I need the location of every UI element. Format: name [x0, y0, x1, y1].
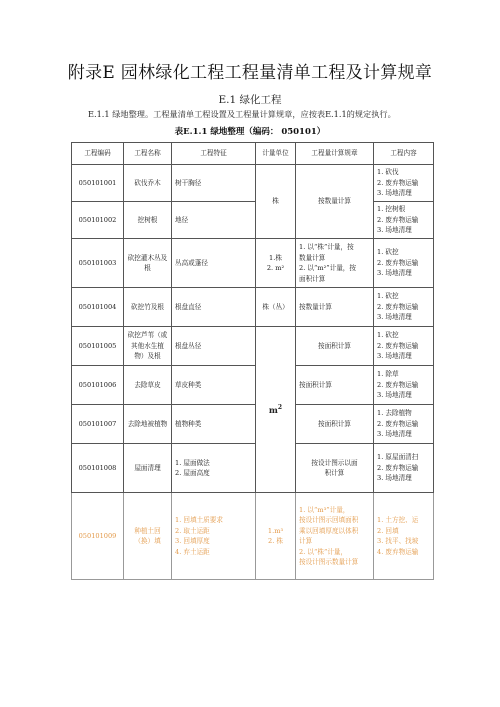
row-unit-m2: $m^2$	[256, 327, 296, 493]
row-code: 050101002	[72, 202, 124, 239]
row-features: 植物种类	[172, 405, 256, 444]
row-features: 根盘直径	[172, 288, 256, 327]
row-code: 050101004	[72, 288, 124, 327]
table-row	[72, 202, 434, 239]
row-features: 丛高或蓬径	[172, 239, 256, 288]
row-code: 050101006	[72, 366, 124, 405]
row-unit: 1.m³ 2. 株	[256, 493, 296, 580]
row-name: 挖树根	[124, 202, 172, 239]
header-content: 工程内容	[374, 143, 434, 165]
row-code: 050101005	[72, 327, 124, 366]
row-content: 1. 除草 2. 废弃物运输 3. 场地清理	[374, 366, 434, 405]
row-content: 1. 挖树根 2. 废弃物运输 3. 场地清理	[374, 202, 434, 239]
row-code: 050101007	[72, 405, 124, 444]
row-rule: 1. 以“m³”计量， 按设计图示回填面积 乘以回填厚度以体积 计算 2. 以“株”计量， 按设计图示数量计算	[296, 493, 374, 580]
row-features: 树干胸径	[172, 165, 256, 202]
table-row	[72, 366, 434, 405]
row-rule: 1. 以“株”计量，按 数量计算 2. 以“m²”计量，按 面积计算	[296, 239, 374, 288]
document-title: 附录E 园林绿化工程工程量清单工程及计算规章	[67, 63, 433, 83]
intro-paragraph: E.1.1 绿地整理。工程量清单工程设置及工程量计算规章，应按表E.1.1的规定执行。	[88, 109, 396, 119]
row-content: 1. 砍挖 2. 废弃物运输 3. 场地清理	[374, 288, 434, 327]
row-name: 去除地被植物	[124, 405, 172, 444]
row-unit: 株（丛）	[256, 288, 296, 327]
row-code: 050101001	[72, 165, 124, 202]
row-content: 1. 土方挖、运 2. 回填 3. 找平、找坡 4. 废弃物运输	[374, 493, 434, 580]
header-unit: 计量单位	[256, 143, 296, 165]
row-rule: 按数量计算	[296, 288, 374, 327]
row-content: 1. 砍挖 2. 废弃物运输 3. 场地清理	[374, 239, 434, 288]
row-name: 砍挖竹及根	[124, 288, 172, 327]
row-rule: 按数量计算	[296, 165, 374, 239]
row-code: 050101009	[72, 493, 124, 580]
section-title: E.1 绿化工程	[218, 94, 282, 106]
row-features: 1. 回填土质要求 2. 取土运距 3. 回填厚度 4. 弃土运距	[172, 493, 256, 580]
row-content: 1. 砍伐 2. 废弃物运输 3. 场地清理	[374, 165, 434, 202]
table-row	[72, 444, 434, 493]
header-features: 工程特征	[172, 143, 256, 165]
row-content: 1. 去除植物 2. 废弃物运输 3. 场地清理	[374, 405, 434, 444]
row-name: 砍挖芦苇（或其他水生植物）及根	[124, 327, 172, 366]
header-code: 工程编码	[72, 143, 124, 165]
table-row	[72, 327, 434, 366]
row-rule: 按面积计算	[296, 327, 374, 366]
table-row	[72, 239, 434, 288]
row-code: 050101008	[72, 444, 124, 493]
row-rule: 按面积计算	[296, 405, 374, 444]
row-name: 屋面清理	[124, 444, 172, 493]
row-rule: 按设计图示以面 积计算	[296, 444, 374, 493]
header-name: 工程名称	[124, 143, 172, 165]
bill-of-quantities-table	[71, 142, 434, 580]
table-row	[72, 165, 434, 202]
table-row	[72, 405, 434, 444]
table-row	[72, 288, 434, 327]
row-features: 根盘丛径	[172, 327, 256, 366]
row-unit: 株	[256, 165, 296, 239]
table-header-row	[72, 143, 434, 165]
row-name: 砍伐乔木	[124, 165, 172, 202]
header-rule: 工程量计算规章	[296, 143, 374, 165]
row-code: 050101003	[72, 239, 124, 288]
row-name: 砍挖灌木丛及根	[124, 239, 172, 288]
row-name: 种植土回（换）填	[124, 493, 172, 580]
row-features: 地径	[172, 202, 256, 239]
row-content: 1. 砍挖 2. 废弃物运输 3. 场地清理	[374, 327, 434, 366]
row-rule: 按面积计算	[296, 366, 374, 405]
table-row	[72, 493, 434, 580]
table-caption: 表E.1.1 绿地整理（编码： 050101）	[174, 127, 326, 137]
row-content: 1. 原屋面清扫 2. 废弃物运输 3. 场地清理	[374, 444, 434, 493]
row-name: 去除草皮	[124, 366, 172, 405]
row-features: 草皮种类	[172, 366, 256, 405]
row-features: 1. 屋面做法 2. 屋面高度	[172, 444, 256, 493]
row-unit: 1.株 2. m²	[256, 239, 296, 288]
